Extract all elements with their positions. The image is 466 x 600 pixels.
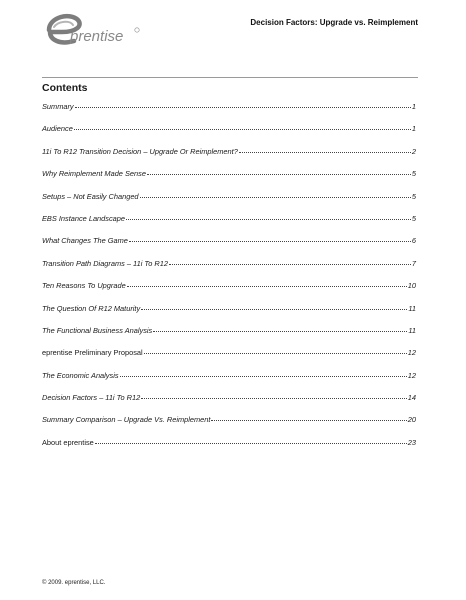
toc-leader xyxy=(75,107,411,108)
toc-entry[interactable] xyxy=(42,236,416,258)
header-divider xyxy=(42,77,418,78)
toc-entry-title: EBS Instance Landscape xyxy=(42,213,125,223)
toc-leader xyxy=(211,420,406,421)
toc-leader xyxy=(147,174,411,175)
toc-leader xyxy=(141,309,407,310)
toc-entry-title: eprentise Preliminary Proposal xyxy=(42,348,143,358)
toc-entry-title: Transition Path Diagrams – 11i To R12 xyxy=(42,258,168,268)
svg-text:prentise: prentise xyxy=(70,28,124,45)
table-of-contents xyxy=(42,102,416,460)
toc-entry[interactable] xyxy=(42,326,416,348)
toc-entry[interactable] xyxy=(42,281,416,303)
toc-entry[interactable] xyxy=(42,371,416,393)
toc-entry[interactable] xyxy=(42,415,416,437)
contents-heading: Contents xyxy=(42,82,88,94)
toc-entry[interactable] xyxy=(42,124,416,146)
toc-leader xyxy=(95,443,407,444)
toc-entry-page: 14 xyxy=(407,393,416,403)
toc-entry-title: Summary Comparison – Upgrade Vs. Reimplement xyxy=(42,415,211,425)
toc-entry-title: Audience xyxy=(42,124,73,134)
toc-leader xyxy=(120,376,407,377)
toc-entry-page: 11 xyxy=(408,303,416,313)
toc-entry-page: 10 xyxy=(407,281,416,291)
toc-entry[interactable] xyxy=(42,438,416,460)
toc-leader xyxy=(239,152,411,153)
toc-entry-page: 5 xyxy=(411,213,416,223)
toc-entry-page: 2 xyxy=(411,146,416,156)
toc-leader xyxy=(140,197,411,198)
toc-entry-page: 6 xyxy=(411,236,416,246)
toc-entry-title: Ten Reasons To Upgrade xyxy=(42,281,126,291)
toc-entry-title: The Functional Business Analysis xyxy=(42,325,153,335)
toc-entry-page: 1 xyxy=(411,124,416,134)
toc-leader xyxy=(153,331,407,332)
toc-entry-page: 5 xyxy=(411,169,416,179)
toc-leader xyxy=(141,398,407,399)
toc-entry-page: 23 xyxy=(407,437,416,447)
toc-entry-title: Summary xyxy=(42,102,74,111)
toc-leader xyxy=(144,353,407,354)
toc-entry[interactable] xyxy=(42,147,416,169)
toc-entry-title: The Economic Analysis xyxy=(42,370,119,380)
toc-entry-title: Decision Factors – 11i To R12 xyxy=(42,393,141,403)
toc-entry[interactable] xyxy=(42,304,416,326)
toc-entry[interactable] xyxy=(42,259,416,281)
toc-entry-page: 5 xyxy=(411,191,416,201)
toc-entry[interactable] xyxy=(42,348,416,370)
toc-entry-title: Setups – Not Easily Changed xyxy=(42,191,139,201)
toc-leader xyxy=(74,129,411,130)
toc-entry-title: About eprentise xyxy=(42,437,94,447)
toc-entry[interactable] xyxy=(42,169,416,191)
toc-leader xyxy=(129,241,411,242)
toc-entry-page: 20 xyxy=(407,415,416,425)
toc-leader xyxy=(126,219,411,220)
toc-entry[interactable] xyxy=(42,214,416,236)
toc-entry-title: The Question Of R12 Maturity xyxy=(42,303,141,313)
toc-entry[interactable] xyxy=(42,102,416,124)
toc-leader xyxy=(169,264,411,265)
toc-entry-title: What Changes The Game xyxy=(42,236,128,246)
toc-entry[interactable] xyxy=(42,393,416,415)
toc-entry[interactable] xyxy=(42,192,416,214)
toc-entry-page: 11 xyxy=(408,325,416,335)
eprentise-logo xyxy=(40,8,150,48)
toc-entry-page: 12 xyxy=(407,348,416,358)
toc-entry-page: 12 xyxy=(407,370,416,380)
toc-entry-title: 11i To R12 Transition Decision – Upgrade Or Reimplement? xyxy=(42,146,238,156)
toc-entry-page: 7 xyxy=(411,258,416,268)
copyright-notice: © 2009. eprentise, LLC. xyxy=(42,580,106,586)
document-title: Decision Factors: Upgrade vs. Reimplement xyxy=(250,18,418,27)
toc-entry-page: 1 xyxy=(411,102,416,111)
toc-entry-title: Why Reimplement Made Sense xyxy=(42,169,146,179)
toc-leader xyxy=(127,286,407,287)
